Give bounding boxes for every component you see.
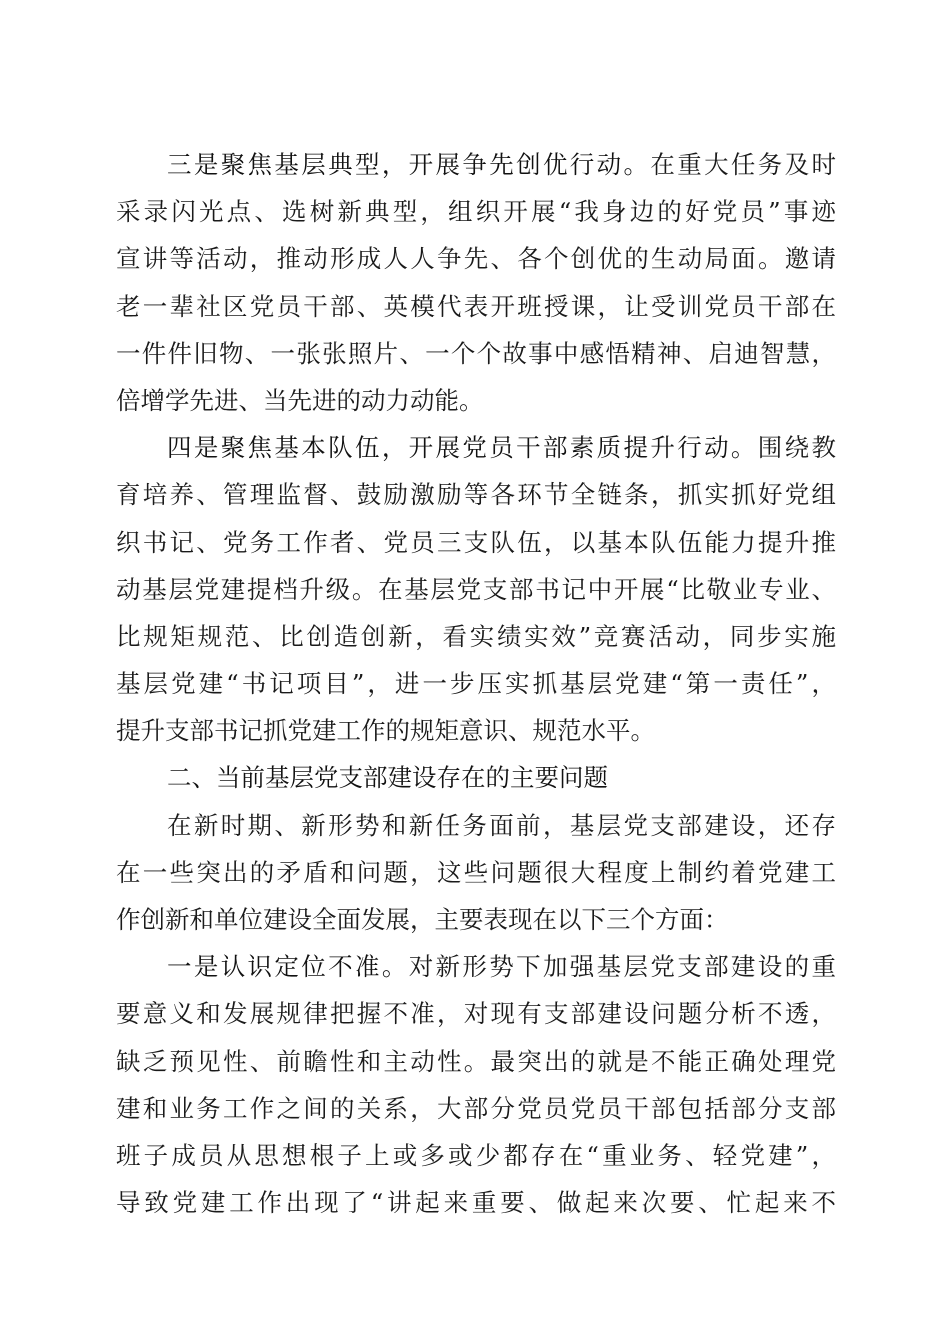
paragraph-awareness bbox=[116, 943, 836, 1226]
paragraph-line: 基层党建“书记项目”，进一步压实抓基层党建“第一责任”， bbox=[116, 669, 836, 699]
paragraph-line: 织书记、党务工作者、党员三支队伍，以基本队伍能力提升推 bbox=[116, 527, 836, 557]
paragraph-line: 宣讲等活动，推动形成人人争先、各个创优的生动局面。邀请 bbox=[116, 244, 836, 274]
paragraph-line: 作创新和单位建设全面发展，主要表现在以下三个方面： bbox=[116, 905, 729, 934]
paragraph-line: 班子成员从思想根子上或多或少都存在“重业务、轻党建”， bbox=[116, 1140, 836, 1170]
paragraph-line: 导致党建工作出现了“讲起来重要、做起来次要、忙起来不 bbox=[116, 1188, 836, 1218]
paragraph-line: 要意义和发展规律把握不准，对现有支部建设问题分析不透， bbox=[116, 999, 836, 1029]
paragraph-line: 动基层党建提档升级。在基层党支部书记中开展“比敬业专业、 bbox=[116, 574, 836, 604]
paragraph-line: 提升支部书记抓党建工作的规矩意识、规范水平。 bbox=[116, 716, 655, 746]
paragraph-typical-models bbox=[116, 141, 836, 424]
paragraph-line: 一是认识定位不准。对新形势下加强基层党支部建设的重 bbox=[167, 952, 836, 982]
paragraph-line: 育培养、管理监督、鼓励激励等各环节全链条，抓实抓好党组 bbox=[116, 480, 836, 510]
paragraph-lead: 四是聚焦基本队伍，开展党员干部素质提升行动。 bbox=[167, 433, 758, 463]
paragraph-basic-team bbox=[116, 424, 836, 754]
paragraph-line: 四是聚焦基本队伍，开展党员干部素质提升行动。围绕教 bbox=[167, 433, 837, 463]
paragraph-intro-problems bbox=[116, 802, 836, 944]
section-heading: 二、当前基层党支部建设存在的主要问题 bbox=[167, 763, 608, 793]
paragraph-line: 缺乏预见性、前瞻性和主动性。最突出的就是不能正确处理党 bbox=[116, 1046, 836, 1076]
paragraph-lead: 一是认识定位不准。 bbox=[167, 952, 409, 982]
document-body bbox=[116, 141, 836, 1226]
paragraph-line: 在新时期、新形势和新任务面前，基层党支部建设，还存 bbox=[167, 810, 836, 840]
paragraph-line: 倍增学先进、当先进的动力动能。 bbox=[116, 385, 484, 415]
paragraph-line: 老一辈社区党员干部、英模代表开班授课，让受训党员干部在 bbox=[116, 291, 836, 321]
paragraph-line: 在一些突出的矛盾和问题，这些问题很大程度上制约着党建工 bbox=[116, 857, 836, 887]
paragraph-line: 采录闪光点、选树新典型，组织开展“我身边的好党员”事迹 bbox=[116, 197, 836, 227]
paragraph-line: 一件件旧物、一张张照片、一个个故事中感悟精神、启迪智慧， bbox=[116, 338, 836, 368]
paragraph-line: 建和业务工作之间的关系，大部分党员党员干部包括部分支部 bbox=[116, 1093, 836, 1123]
paragraph-lead: 三是聚焦基层典型，开展争先创优行动。 bbox=[167, 150, 651, 179]
paragraph-line: 三是聚焦基层典型，开展争先创优行动。在重大任务及时 bbox=[167, 150, 836, 179]
paragraph-line: 比规矩规范、比创造创新，看实绩实效”竞赛活动，同步实施 bbox=[116, 621, 836, 651]
